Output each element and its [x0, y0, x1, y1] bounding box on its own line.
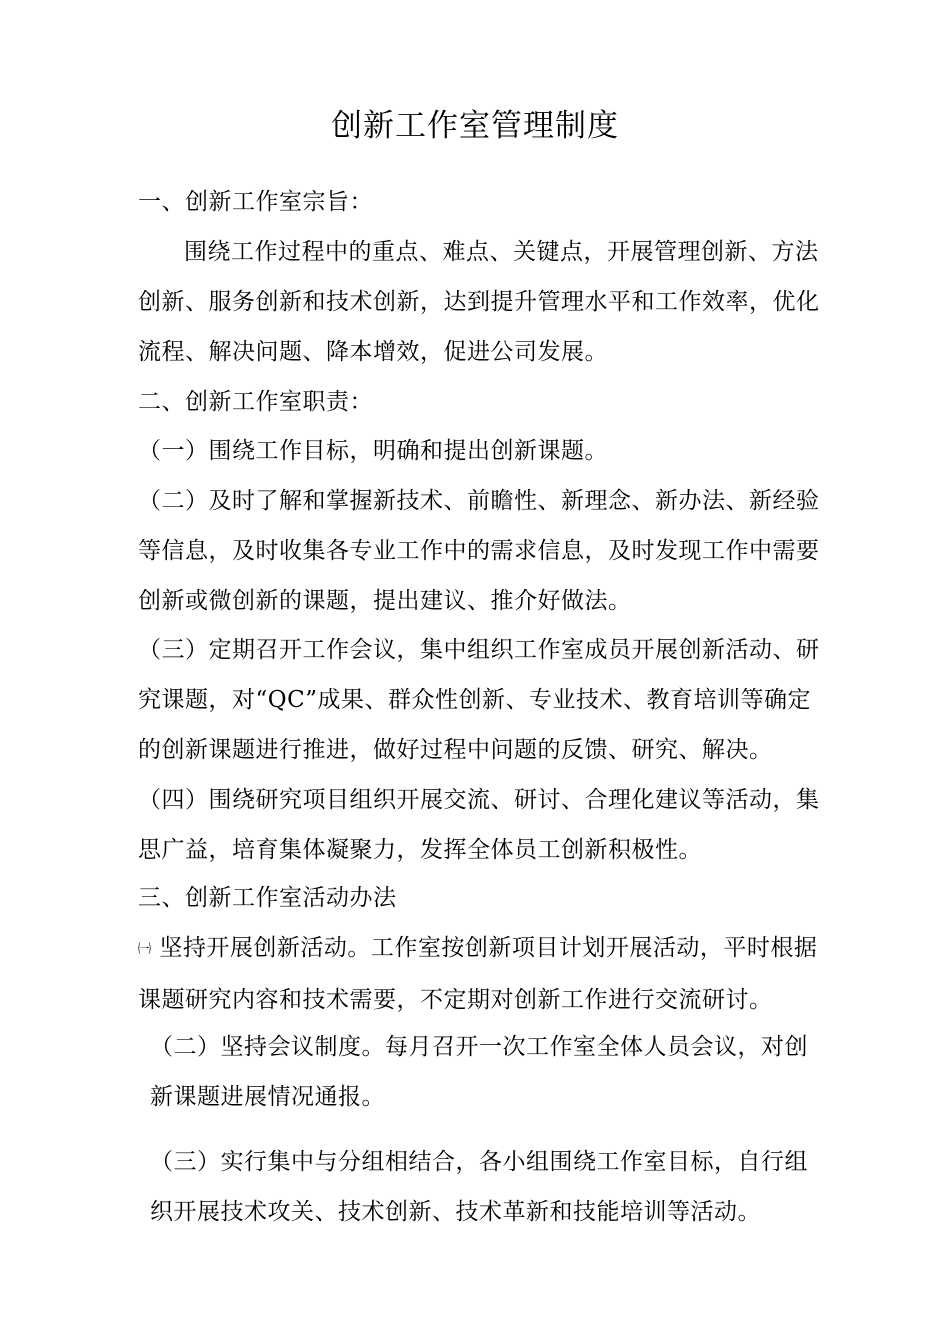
- document-title: 创新工作室管理制度: [331, 108, 619, 144]
- section-heading-3: 三、创新工作室活动办法: [138, 885, 397, 911]
- section-3-item-1: [138, 923, 826, 1025]
- section-heading-1: 一、创新工作室宗旨：: [138, 189, 373, 215]
- section-3-item-1-text: 坚持开展创新活动。工作室按创新项目计划开展活动，平时根据课题研究内容和技术需要，不定期对创新工作进行交流研讨。: [138, 935, 818, 1013]
- section-2-item-3: （三）定期召开工作会议，集中组织工作室成员开展创新活动、研究课题，对“QC”成果、群众性创新、专业技术、教育培训等确定的创新课题进行推进，做好过程中问题的反馈、研究、解决。: [138, 637, 820, 763]
- section-heading-2: 二、创新工作室职责：: [138, 389, 373, 415]
- section-2-item-4: （四）围绕研究项目组织开展交流、研讨、合理化建议等活动，集思广益，培育集体凝聚力，发挥全体员工创新积极性。: [138, 787, 820, 863]
- section-3-item-2: （二）坚持会议制度。每月召开一次工作室全体人员会议，对创新课题进展情况通报。: [150, 1034, 808, 1110]
- section-3-item-3: （三）实行集中与分组相结合，各小组围绕工作室目标，自行组织开展技术攻关、技术创新、技术革新和技能培训等活动。: [150, 1149, 808, 1225]
- item-marker: ㈠: [138, 942, 152, 957]
- section-2-item-2: （二）及时了解和掌握新技术、前瞻性、新理念、新办法、新经验等信息，及时收集各专业工作中的需求信息，及时发现工作中需要创新或微创新的课题，提出建议、推介好做法。: [138, 488, 820, 614]
- section-2-item-1: （一）围绕工作目标，明确和提出创新课题。: [138, 438, 608, 464]
- section-1-paragraph-1: 围绕工作过程中的重点、难点、关键点，开展管理创新、方法创新、服务创新和技术创新，达到提升管理水平和工作效率，优化流程、解决问题、降本增效，促进公司发展。: [138, 239, 820, 365]
